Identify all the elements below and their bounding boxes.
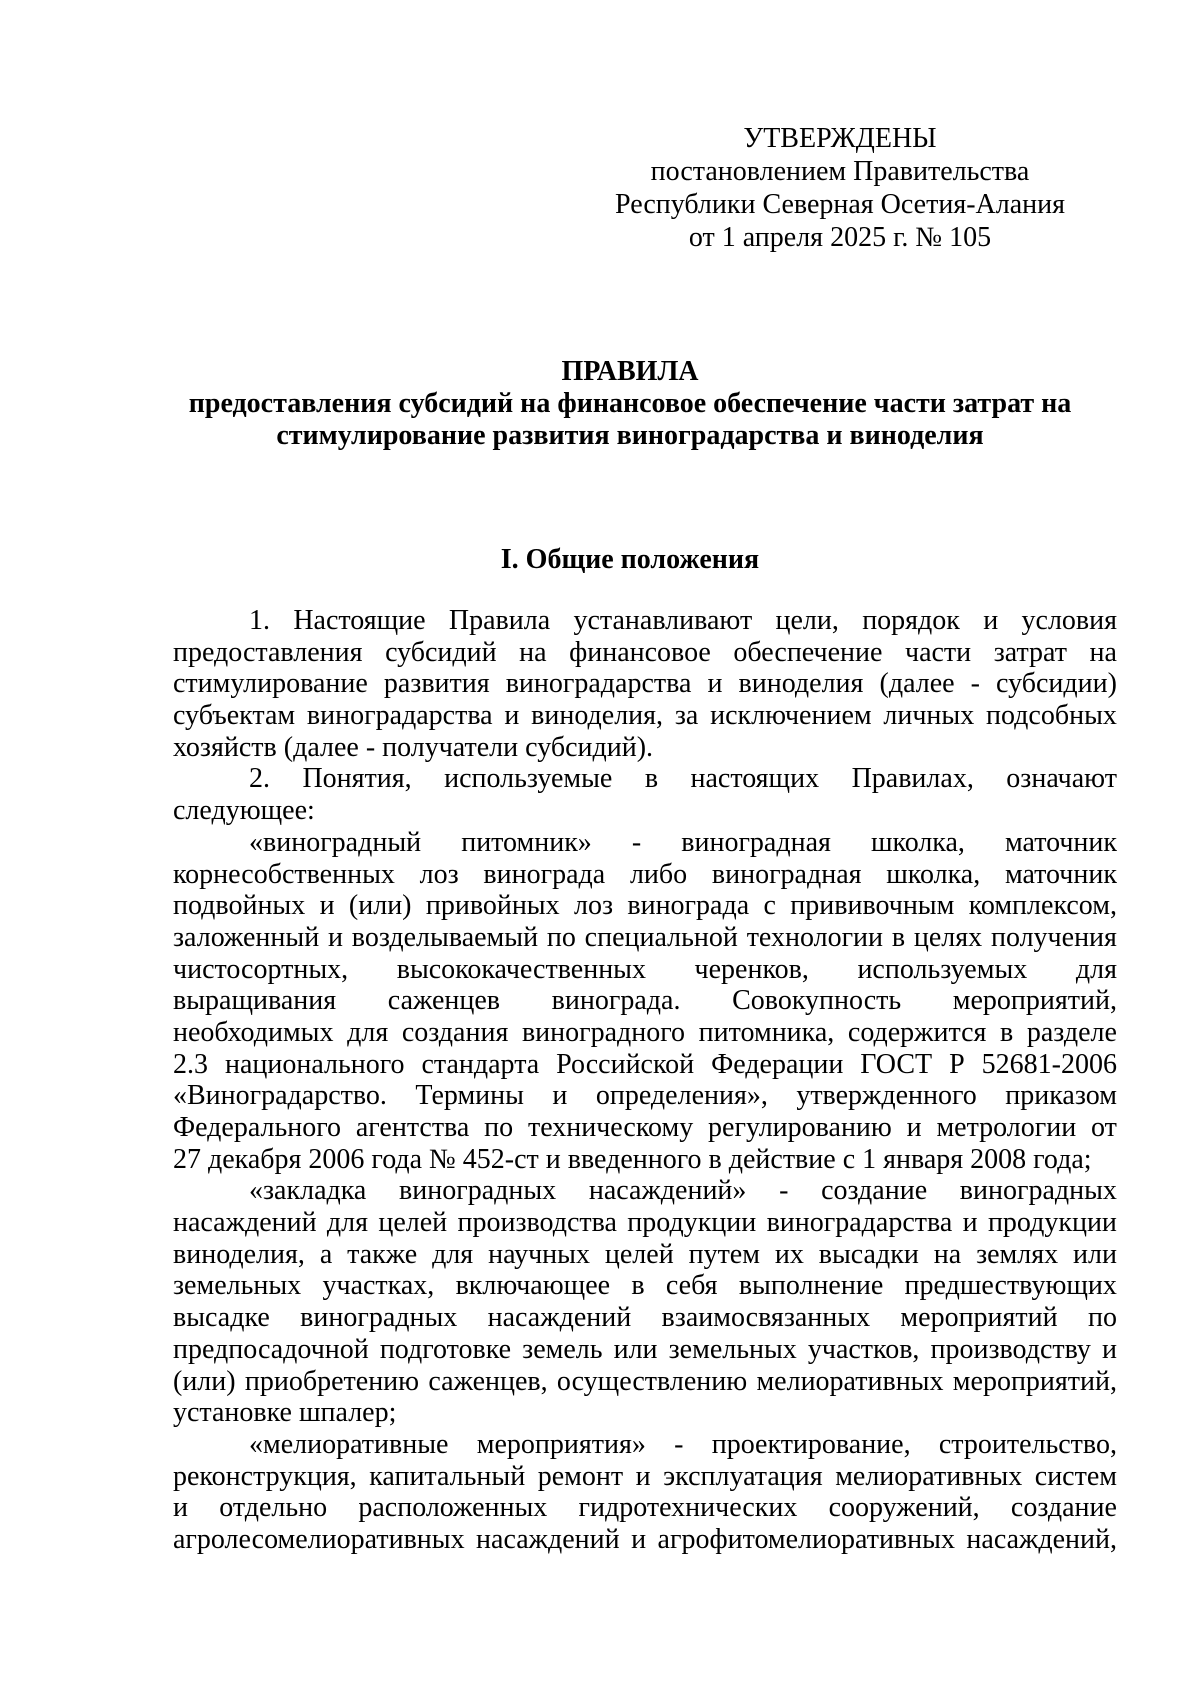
body-line: высадке виноградных насаждений взаимосвязанных мероприятий по xyxy=(173,1302,1117,1334)
approval-line: УТВЕРЖДЕНЫ xyxy=(743,123,937,154)
body-line: стимулирование развития виноградарства и виноделия (далее - субсидии) xyxy=(173,668,1117,700)
body-line: виноделия, а также для научных целей путем их высадки на землях или xyxy=(173,1238,1117,1270)
body-line: и отдельно расположенных гидротехнических сооружений, создание xyxy=(173,1492,1117,1524)
body-line: «Виноградарство. Термины и определения», утвержденного приказом xyxy=(173,1080,1117,1112)
body-line: корнесобственных лоз винограда либо виноградная школка, маточник xyxy=(173,858,1117,890)
body-line: «мелиоративные мероприятия» - проектирование, строительство, xyxy=(249,1428,1117,1460)
section-heading: I. Общие положения xyxy=(500,544,760,575)
document-subtitle-line: предоставления субсидий на финансовое обеспечение части затрат на xyxy=(188,388,1072,419)
body-line: хозяйств (далее - получатели субсидий). xyxy=(173,731,654,763)
document-subtitle-line: стимулирование развития виноградарства и виноделия xyxy=(276,420,984,451)
body-line: «виноградный питомник» - виноградная школка, маточник xyxy=(249,826,1117,858)
body-line: 1. Настоящие Правила устанавливают цели, порядок и условия xyxy=(249,605,1117,636)
body-line: реконструкция, капитальный ремонт и эксплуатация мелиоративных систем xyxy=(173,1460,1117,1492)
body-line: следующее: xyxy=(173,795,315,827)
document-title: ПРАВИЛА xyxy=(561,356,699,387)
body-line: 2. Понятия, используемые в настоящих Правилах, означают xyxy=(249,763,1117,795)
document-title-block xyxy=(150,356,1110,452)
body-line: субъектам виноградарства и виноделия, за исключением личных подсобных xyxy=(173,700,1117,732)
body-line: 2.3 национального стандарта Российской Федерации ГОСТ Р 52681-2006 xyxy=(173,1048,1117,1080)
approval-stamp-block xyxy=(560,122,1120,254)
body-line: 27 декабря 2006 года № 452-ст и введенного в действие с 1 января 2008 года; xyxy=(173,1143,1092,1175)
body-line: заложенный и возделываемый по специальной технологии в целях получения xyxy=(173,921,1117,953)
body-line: необходимых для создания виноградного питомника, содержится в разделе xyxy=(173,1016,1117,1048)
body-line: подвойных и (или) привойных лоз винограда с прививочным комплексом, xyxy=(173,890,1117,922)
body-line: земельных участках, включающее в себя выполнение предшествующих xyxy=(173,1270,1117,1302)
approval-line: Республики Северная Осетия-Алания xyxy=(615,189,1065,220)
body-line: насаждений для целей производства продукции виноградарства и продукции xyxy=(173,1207,1117,1239)
body-text xyxy=(173,605,1117,1556)
body-line: (или) приобретению саженцев, осуществлению мелиоративных мероприятий, xyxy=(173,1365,1117,1397)
body-line: Федерального агентства по техническому регулированию и метрологии от xyxy=(173,1112,1117,1143)
body-line: предоставления субсидий на финансовое обеспечение части затрат на xyxy=(173,636,1117,668)
approval-line: от 1 апреля 2025 г. № 105 xyxy=(688,222,992,253)
body-line: агролесомелиоративных насаждений и агрофитомелиоративных насаждений, xyxy=(173,1523,1117,1555)
body-line: «закладка виноградных насаждений» - создание виноградных xyxy=(249,1175,1117,1207)
approval-line: постановлением Правительства xyxy=(650,156,1030,187)
body-line: выращивания саженцев винограда. Совокупность мероприятий, xyxy=(173,985,1117,1017)
body-line: установке шпалер; xyxy=(173,1397,397,1429)
body-line: предпосадочной подготовке земель или земельных участков, производству и xyxy=(173,1333,1117,1365)
body-line: чистосортных, высококачественных черенков, используемых для xyxy=(173,953,1117,985)
